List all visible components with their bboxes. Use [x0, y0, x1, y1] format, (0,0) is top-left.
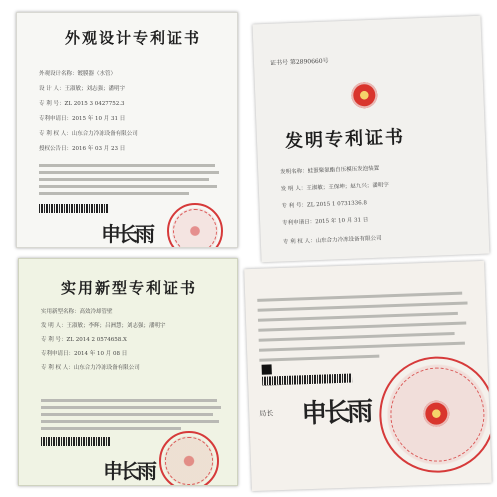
patent-number-line: 专 利 号：ZL 2015 1 0731336.8 [281, 200, 368, 210]
patentee-line: 专 利 权 人：山东合力冷冻设备有限公司 [39, 131, 138, 137]
filing-date-line: 专利申请日：2015 年 10 月 31 日 [282, 217, 369, 227]
body-text [41, 406, 221, 409]
body-text [257, 292, 462, 302]
design-patent-certificate [16, 12, 238, 248]
body-text [41, 413, 213, 416]
national-emblem-icon [351, 82, 378, 109]
body-text [259, 355, 379, 362]
patent-number-line: 专 利 号：ZL 2014 2 0574658.X [41, 337, 127, 343]
patentee-line: 专 利 权 人：山东合力冷冻设备有限公司 [41, 365, 140, 371]
body-text [258, 322, 466, 332]
inventor-line: 发 明 人：王淑敏；李辉；吕洲慧；刘志强；潘明宇 [41, 323, 166, 329]
designer-line: 设 计 人：王淑敏；刘志强；潘明宇 [39, 86, 125, 92]
body-text [258, 312, 458, 322]
body-text [41, 427, 181, 430]
design-name-line: 外观设计名称：镀膜器（水管） [39, 71, 117, 77]
barcode [41, 437, 111, 446]
body-text [258, 301, 468, 311]
body-text [39, 192, 189, 195]
body-text [41, 420, 219, 423]
invention-name-line: 发明名称：蛙蛋聚氨酯自压模压发泡装置 [280, 165, 380, 176]
patentee-line: 专 利 权 人：山东合力冷冻设备有限公司 [282, 235, 382, 246]
body-text [39, 178, 209, 181]
official-seal [159, 431, 219, 486]
certificate-number: 证书号 第2890660号 [269, 57, 329, 67]
utility-model-certificate [18, 258, 238, 486]
official-seal [167, 203, 223, 248]
ink-mark [262, 364, 272, 374]
filing-date-line: 专利申请日：2015 年 10 月 31 日 [39, 116, 126, 122]
patent-number-line: 专 利 号：ZL 2015 3 0427752.3 [39, 101, 125, 107]
body-text [259, 342, 465, 352]
barcode [39, 204, 109, 213]
certificate-title: 发明专利证书 [284, 126, 406, 153]
filing-date-line: 专利申请日：2014 年 10 月 08 日 [41, 351, 128, 357]
utility-name-line: 实用新型名称：高效冷却管壁 [41, 309, 113, 315]
certificate-title: 实用新型专利证书 [61, 279, 198, 297]
invention-certificate-page-two [244, 261, 492, 491]
certificate-title: 外观设计专利证书 [65, 29, 202, 47]
invention-patent-certificate [253, 16, 490, 263]
body-text [39, 164, 215, 167]
body-text [39, 171, 219, 174]
grant-date-line: 授权公告日：2016 年 03 月 23 日 [39, 146, 126, 152]
barcode [262, 374, 352, 386]
body-text [259, 332, 455, 342]
director-signature: 申长雨 [103, 459, 154, 483]
body-text [41, 399, 217, 402]
inventor-line: 发 明 人：王淑敏；王保坤；赵九兴；潘明宇 [280, 182, 389, 193]
director-signature: 申长雨 [101, 222, 152, 246]
body-text [39, 185, 217, 188]
director-title: 局长 [259, 409, 274, 418]
director-signature: 申长雨 [300, 396, 371, 430]
